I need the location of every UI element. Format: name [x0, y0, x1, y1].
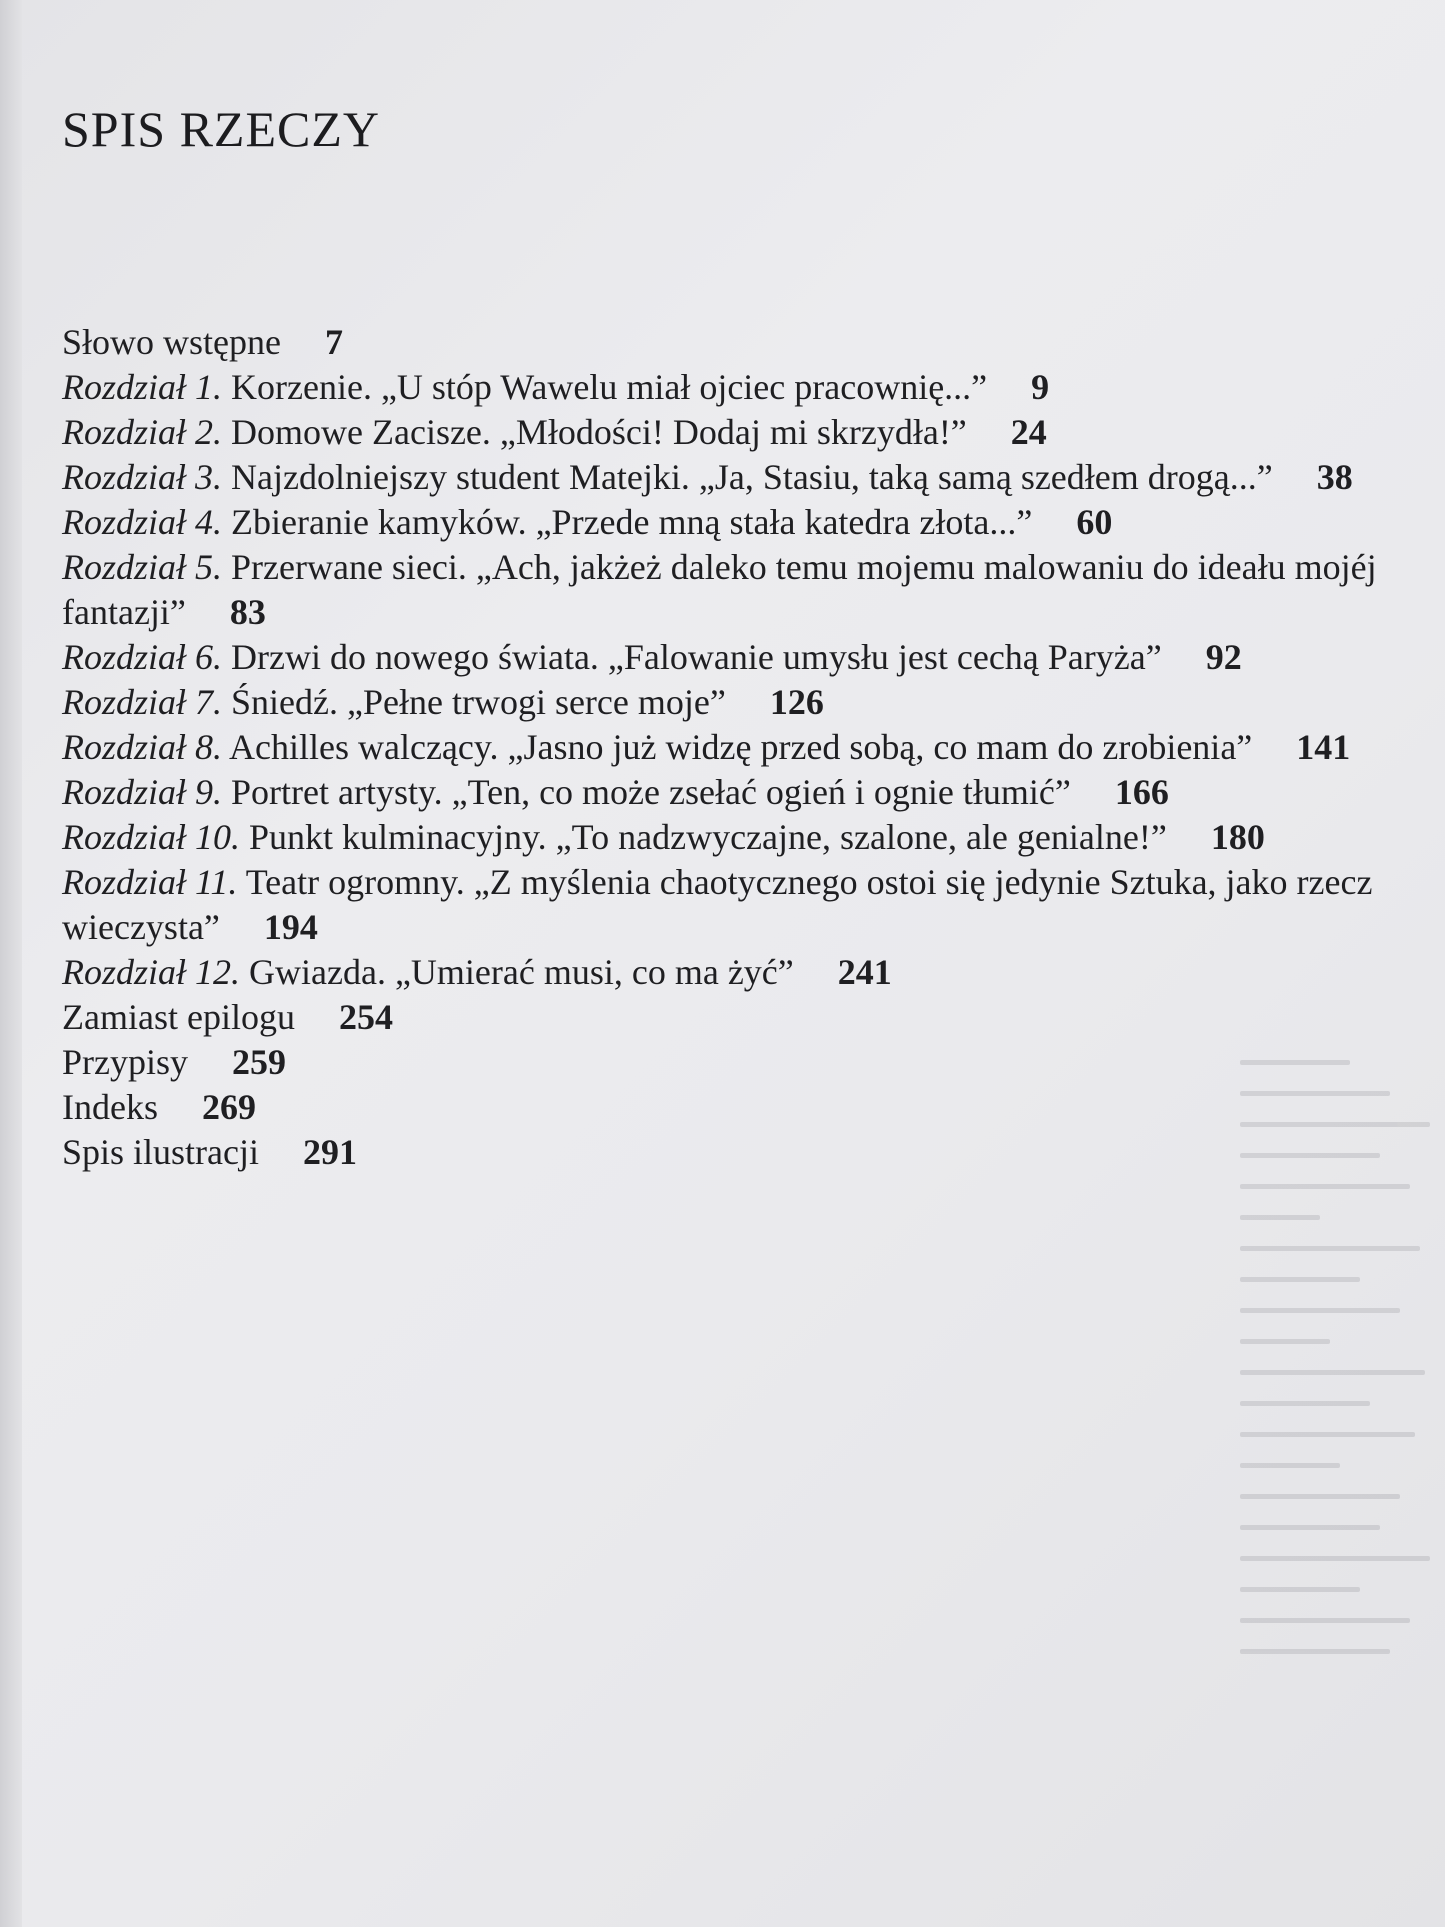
table-of-contents [62, 320, 1402, 1175]
toc-chapter-label: Rozdział 9. [62, 772, 223, 812]
toc-entry-title: Drzwi do nowego świata. „Falowanie umysłu jest cechą Paryża” [222, 637, 1162, 677]
toc-entry [62, 635, 1402, 680]
toc-page-number: 141 [1296, 727, 1351, 767]
toc-entry-title: Zbieranie kamyków. „Przede mną stała katedra złota...” [222, 502, 1033, 542]
toc-entry [62, 995, 1402, 1040]
toc-entry [62, 1040, 1402, 1085]
toc-entry [62, 500, 1402, 545]
toc-entry [62, 815, 1402, 860]
toc-page-number: 269 [201, 1087, 256, 1127]
toc-page-number: 194 [263, 907, 318, 947]
toc-chapter-label: Rozdział 8. [62, 727, 223, 767]
show-through-text [1240, 1060, 1440, 1820]
toc-chapter-label: Rozdział 12. [62, 952, 241, 992]
toc-page-number: 180 [1210, 817, 1265, 857]
toc-entry-title: Zamiast epilogu [62, 997, 295, 1037]
toc-entry-title: Teatr ogromny. „Z myślenia chaotycznego ostoi się jedynie Sztuka, jako rzecz wieczysta” [62, 862, 1373, 947]
toc-entry [62, 770, 1402, 815]
toc-page-number: 7 [325, 322, 343, 362]
toc-entry-title: Portret artysty. „Ten, co może zsełać ogień i ognie tłumić” [222, 772, 1071, 812]
toc-page-number: 60 [1076, 502, 1113, 542]
toc-entry-title: Spis ilustracji [62, 1132, 259, 1172]
toc-entry-title: Gwiazda. „Umierać musi, co ma żyć” [240, 952, 794, 992]
toc-chapter-label: Rozdział 10. [62, 817, 241, 857]
toc-page-number: 291 [303, 1132, 357, 1172]
toc-page-number: 24 [1010, 412, 1047, 452]
toc-entry [62, 725, 1402, 770]
toc-chapter-label: Rozdział 5. [62, 547, 223, 587]
toc-chapter-label: Rozdział 11. [62, 862, 238, 902]
toc-page-number: 254 [338, 997, 393, 1037]
toc-entry [62, 365, 1402, 410]
toc-page-number: 126 [769, 682, 824, 722]
page-edge-shadow [0, 0, 22, 1927]
toc-chapter-label: Rozdział 7. [62, 682, 223, 722]
toc-page-number: 38 [1316, 457, 1353, 497]
toc-page-number: 241 [837, 952, 892, 992]
toc-entry [62, 950, 1402, 995]
toc-entry-title: Indeks [62, 1087, 158, 1127]
toc-chapter-label: Rozdział 3. [62, 457, 223, 497]
toc-chapter-label: Rozdział 4. [62, 502, 223, 542]
toc-entry-title: Słowo wstępne [62, 322, 281, 362]
page-title: SPIS RZECZY [62, 101, 381, 157]
toc-entry [62, 1085, 1402, 1130]
toc-entry-title: Achilles walczący. „Jasno już widzę przed sobą, co mam do zrobienia” [222, 727, 1253, 767]
toc-entry [62, 545, 1402, 635]
toc-entry-title: Punkt kulminacyjny. „To nadzwyczajne, szalone, ale genialne!” [240, 817, 1167, 857]
toc-entry [62, 410, 1402, 455]
toc-chapter-label: Rozdział 1. [62, 367, 223, 407]
toc-page-number: 9 [1031, 367, 1050, 407]
toc-entry-title: Przerwane sieci. „Ach, jakżeż daleko temu mojemu malowaniu do ideału mojéj fantazji” [62, 547, 1377, 632]
toc-entry-title: Przypisy [62, 1042, 188, 1082]
toc-page-number: 166 [1114, 772, 1169, 812]
toc-entry [62, 455, 1402, 500]
toc-page-number: 92 [1205, 637, 1242, 677]
toc-entry [62, 680, 1402, 725]
toc-entry [62, 860, 1402, 950]
toc-chapter-label: Rozdział 6. [62, 637, 223, 677]
toc-entry-title: Domowe Zacisze. „Młodości! Dodaj mi skrzydła!” [222, 412, 967, 452]
toc-entry-title: Śniedź. „Pełne trwogi serce moje” [222, 682, 726, 722]
toc-page-number: 83 [229, 592, 266, 632]
toc-page-number: 259 [232, 1042, 286, 1082]
toc-entry [62, 320, 1402, 365]
toc-entry [62, 1130, 1402, 1175]
toc-chapter-label: Rozdział 2. [62, 412, 223, 452]
toc-entry-title: Korzenie. „U stóp Wawelu miał ojciec pracownię...” [222, 367, 988, 407]
toc-entry-title: Najzdolniejszy student Matejki. „Ja, Stasiu, taką samą szedłem drogą...” [222, 457, 1273, 497]
